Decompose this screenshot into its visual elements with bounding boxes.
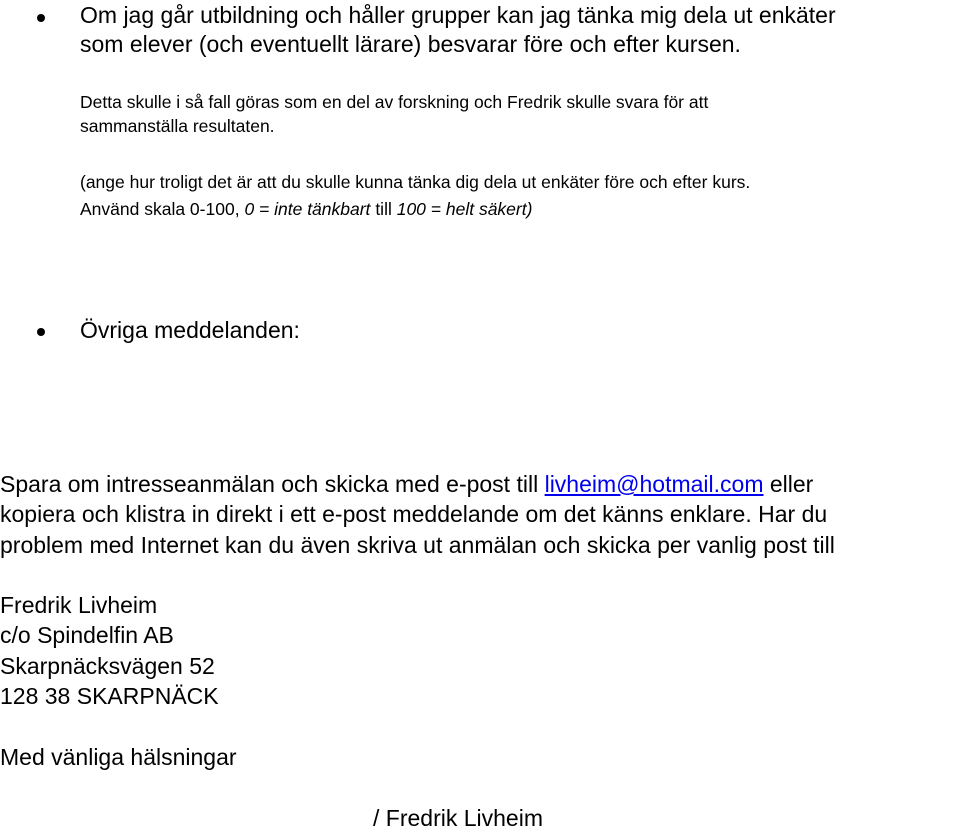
address-name: Fredrik Livheim [0,592,158,618]
question-detail-line2: sammanställa resultaten. [80,116,275,136]
scale-till: till [375,199,392,219]
question-text-line1: Om jag går utbildning och håller grupper kan jag tänka mig dela ut enkäter [80,2,836,28]
scale-hundred-label: 100 = helt säkert) [396,199,533,219]
scale-zero-label: 0 = inte tänkbart [244,199,371,219]
question-text-line2: som elever (och eventuellt lärare) besvarar före och efter kursen. [80,31,741,57]
scale-instruction-line2 [80,196,532,222]
bullet-icon [37,328,45,336]
scale-prefix: Använd skala 0-100, [80,199,240,219]
instructions-line3: problem med Internet kan du även skriva ut anmälan och skicka per vanlig post till [0,532,835,558]
email-link[interactable]: livheim@hotmail.com [544,471,764,497]
instructions-prefix: Spara om intresseanmälan och skicka med e-post till [0,471,539,497]
address-co: c/o Spindelfin AB [0,622,174,648]
closing-greeting: Med vänliga hälsningar [0,744,237,770]
address-street: Skarpnäcksvägen 52 [0,653,215,679]
instructions-line1 [0,469,813,499]
question-detail-line1: Detta skulle i så fall göras som en del av forskning och Fredrik skulle svara för att [80,92,709,112]
address-city: 128 38 SKARPNÄCK [0,683,219,709]
other-messages-label: Övriga meddelanden: [80,317,300,343]
instructions-line2: kopiera och klistra in direkt i ett e-post meddelande om det känns enklare. Har du [0,501,828,527]
bullet-icon [37,14,45,22]
scale-instruction-line1: (ange hur troligt det är att du skulle kunna tänka dig dela ut enkäter före och efter kurs. [80,172,751,192]
signature: / Fredrik Livheim [373,805,543,831]
instructions-suffix: eller [769,471,814,497]
